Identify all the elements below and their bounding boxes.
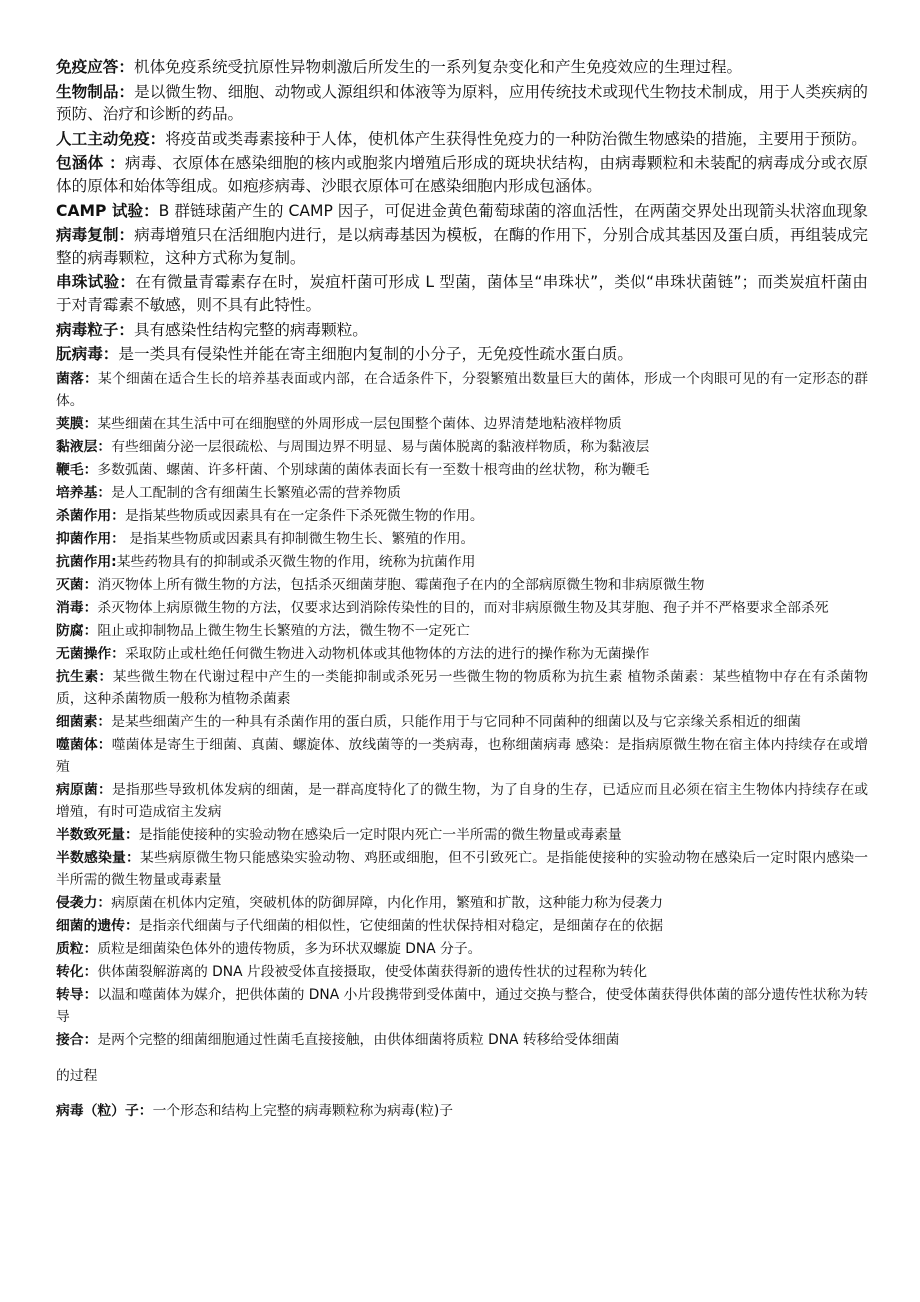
glossary-definition: 阻止或抑制物品上微生物生长繁殖的方法，微生物不一定死亡 — [97, 622, 470, 639]
glossary-entry — [56, 1029, 868, 1051]
glossary-entry — [56, 643, 868, 665]
glossary-definition: 病原菌在机体内定殖，突破机体的防御屏障，内化作用，繁殖和扩散，这种能力称为侵袭力 — [111, 894, 664, 911]
glossary-definition: 机体免疫系统受抗原性异物刺激后所发生的一系列复杂变化和产生免疫效应的生理过程。 — [133, 58, 743, 76]
glossary-entry — [56, 938, 868, 960]
glossary-definition: 是指亲代细菌与子代细菌的相似性，它使细菌的性状保持相对稳定，是细菌存在的依据 — [138, 917, 664, 934]
glossary-entry — [56, 597, 868, 619]
glossary-term: 培养基： — [56, 484, 112, 501]
glossary-definition: 是指那些导致机体发病的细菌，是一群高度特化了的微生物，为了自身的生存，已适应而且必须在宿主生物体内持续存在或增殖，有时可造成宿主发病 — [56, 781, 868, 820]
glossary-term: 半数感染量： — [56, 849, 141, 866]
glossary-entry — [56, 505, 868, 527]
glossary-term: 人工主动免疫： — [56, 129, 166, 148]
glossary-entry — [56, 574, 868, 596]
glossary-definition: 噬菌体是寄生于细菌、真菌、螺旋体、放线菌等的一类病毒，也称细菌病毒 感染：是指病原微生物在宿主体内持续存在或增殖 — [56, 736, 868, 775]
glossary-entry — [56, 961, 868, 983]
glossary-definition: 具有感染性结构完整的病毒颗粒。 — [133, 320, 368, 339]
glossary-definition: 采取防止或杜绝任何微生物进入动物机体或其他物体的方法的进行的操作称为无菌操作 — [124, 645, 650, 662]
glossary-definition: 供体菌裂解游离的 DNA 片段被受体直接摄取，使受体菌获得新的遗传性状的过程称为转化 — [97, 963, 648, 980]
glossary-entry — [56, 734, 868, 778]
glossary-term: 病毒（粒）子： — [56, 1103, 153, 1120]
glossary-definition: 在有微量青霉素存在时，炭疽杆菌可形成 L 型菌，菌体呈“串珠状”，类似“串珠状菌链”；而类炭疽杆菌由于对青霉素不敏感，则不具有此特性。 — [56, 273, 868, 314]
glossary-entry — [56, 984, 868, 1028]
glossary-entry — [56, 319, 868, 342]
glossary-definition: 某个细菌在适合生长的培养基表面或内部，在合适条件下，分裂繁殖出数量巨大的菌体，形成一个肉眼可见的有一定形态的群体。 — [56, 370, 869, 409]
glossary-term: 串珠试验： — [56, 273, 136, 292]
glossary-term: 质粒： — [56, 940, 98, 957]
glossary-definition: 某些药物具有的抑制或杀灭微生物的作用，统称为抗菌作用 — [116, 553, 476, 570]
glossary-definition: 多数弧菌、螺菌、许多杆菌、个别球菌的菌体表面长有一至数十根弯曲的丝状物，称为鞭毛 — [97, 461, 650, 478]
glossary-term: CAMP 试验： — [56, 201, 159, 220]
glossary-term: 侵袭力： — [56, 894, 112, 911]
glossary-definition: 某些细菌在其生活中可在细胞壁的外周形成一层包围整个菌体、边界清楚地粘液样物质 — [97, 415, 622, 432]
glossary-entry — [56, 824, 868, 846]
glossary-definition: 是指能使接种的实验动物在感染后一定时限内死亡一半所需的微生物量或毒素量 — [138, 826, 622, 843]
glossary-entry — [56, 847, 868, 891]
glossary-list — [56, 56, 868, 1051]
glossary-entry — [56, 152, 868, 197]
glossary-entry — [56, 436, 868, 458]
glossary-term: 朊病毒： — [56, 345, 119, 364]
glossary-definition: 是人工配制的含有细菌生长繁殖必需的营养物质 — [111, 484, 401, 501]
glossary-entry — [56, 551, 868, 573]
glossary-entry — [56, 459, 868, 481]
glossary-definition: 病毒增殖只在活细胞内进行，是以病毒基因为模板，在酶的作用下，分别合成其基因及蛋白质，再组装成完整的病毒颗粒，这种方式称为复制。 — [56, 226, 868, 267]
glossary-definition: 某些微生物在代谢过程中产生的一类能抑制或杀死另一些微生物的物质称为抗生素 植物杀菌素：某些植物中存在有杀菌物质，这种杀菌物质一般称为植物杀菌素 — [56, 668, 869, 707]
glossary-term: 鞭毛： — [56, 461, 98, 478]
glossary-term: 黏液层： — [56, 438, 112, 455]
glossary-definition: 质粒是细菌染色体外的遗传物质，多为环状双螺旋 DNA 分子。 — [97, 940, 482, 957]
glossary-term: 接合： — [56, 1031, 98, 1048]
glossary-definition: 杀灭物体上病原微生物的方法，仅要求达到消除传染性的目的，而对非病原微生物及其芽胞、孢子并不严格要求全部杀死 — [97, 599, 829, 616]
glossary-entry — [56, 711, 868, 733]
continuation-line: 的过程 — [56, 1067, 98, 1084]
glossary-definition: 某些病原微生物只能感染实验动物、鸡胚或细胞，但不引致死亡。是指能使接种的实验动物在感染后一定时限内感染一半所需的微生物量或毒素量 — [56, 849, 869, 888]
glossary-definition: 病毒、衣原体在感染细胞的核内或胞浆内增殖后形成的斑块状结构，由病毒颗粒和未装配的病毒成分或衣原体的原体和始体等组成。如疱疹病毒、沙眼衣原体可在感染细胞内形成包涵体。 — [56, 154, 868, 195]
glossary-term: 菌落： — [56, 370, 99, 387]
glossary-term: 生物制品： — [56, 82, 135, 101]
glossary-definition: 是某些细菌产生的一种具有杀菌作用的蛋白质，只能作用于与它同种不同菌种的细菌以及与它亲缘关系相近的细菌 — [111, 713, 802, 730]
glossary-term: 病原菌： — [56, 781, 113, 798]
glossary-term: 半数致死量： — [56, 826, 139, 843]
glossary-term: 免疫应答： — [56, 58, 134, 76]
glossary-term: 包涵体 ： — [56, 154, 125, 173]
glossary-term: 消毒： — [56, 599, 98, 616]
glossary-definition: 是指某些物质或因素具有在一定条件下杀死微生物的作用。 — [124, 507, 484, 524]
glossary-definition: 将疫苗或类毒素接种于人体，使机体产生获得性免疫力的一种防治微生物感染的措施，主要用于预防。 — [165, 129, 867, 148]
glossary-term: 杀菌作用： — [56, 507, 125, 524]
glossary-definition: 是一类具有侵染性并能在寄主细胞内复制的小分子，无免疫性疏水蛋白质。 — [118, 345, 633, 364]
glossary-entry — [56, 128, 868, 151]
glossary-entry — [56, 368, 868, 412]
glossary-entry — [56, 81, 868, 126]
glossary-entry — [56, 271, 868, 316]
glossary-term: 病毒粒子： — [56, 320, 134, 339]
glossary-term: 抗生素： — [56, 668, 113, 685]
glossary-term: 噬菌体： — [56, 736, 112, 753]
glossary-entry — [56, 620, 868, 642]
glossary-entry-last — [56, 1100, 868, 1122]
glossary-definition: 是指某些物质或因素具有抑制微生物生长、繁殖的作用。 — [124, 530, 475, 547]
glossary-definition: 有些细菌分泌一层很疏松、与周围边界不明显、易与菌体脱离的黏液样物质，称为黏液层 — [111, 438, 650, 455]
glossary-definition: 是以微生物、细胞、动物或人源组织和体液等为原料，应用传统技术或现代生物技术制成，用于人类疾病的预防、治疗和诊断的药品。 — [56, 82, 868, 124]
glossary-entry — [56, 915, 868, 937]
glossary-entry — [56, 413, 868, 435]
glossary-entry — [56, 666, 868, 710]
glossary-term: 防腐： — [56, 622, 98, 639]
glossary-definition: 是两个完整的细菌细胞通过性菌毛直接接触，由供体细菌将质粒 DNA 转移给受体细菌 — [97, 1031, 620, 1048]
glossary-entry — [56, 482, 868, 504]
glossary-entry — [56, 224, 868, 269]
glossary-term: 细菌素： — [56, 713, 112, 730]
glossary-term: 病毒复制： — [56, 226, 135, 245]
glossary-entry — [56, 56, 868, 79]
glossary-term: 荚膜： — [56, 415, 98, 432]
glossary-term: 抗菌作用: — [56, 553, 117, 570]
glossary-term: 细菌的遗传： — [56, 917, 139, 934]
glossary-term: 转导： — [56, 986, 98, 1003]
glossary-entry — [56, 779, 868, 823]
glossary-entry — [56, 528, 868, 550]
glossary-entry — [56, 343, 868, 366]
glossary-term: 无菌操作： — [56, 645, 125, 662]
glossary-definition: B 群链球菌产生的 CAMP 因子，可促进金黄色葡萄球菌的溶血活性，在两菌交界处出现箭头状溶血现象 — [158, 201, 868, 220]
glossary-entry — [56, 200, 868, 223]
glossary-entry — [56, 892, 868, 914]
glossary-term: 灭菌： — [56, 576, 98, 593]
glossary-definition: 一个形态和结构上完整的病毒颗粒称为病毒(粒)子 — [152, 1103, 454, 1120]
glossary-term: 转化： — [56, 963, 98, 980]
glossary-term: 抑菌作用： — [56, 530, 125, 547]
glossary-definition: 消灭物体上所有微生物的方法，包括杀灭细菌芽胞、霉菌孢子在内的全部病原微生物和非病原微生物 — [97, 576, 705, 593]
glossary-definition: 以温和噬菌体为媒介，把供体菌的 DNA 小片段携带到受体菌中，通过交换与整合，使受体菌获得供体菌的部分遗传性状称为转导 — [56, 986, 868, 1025]
